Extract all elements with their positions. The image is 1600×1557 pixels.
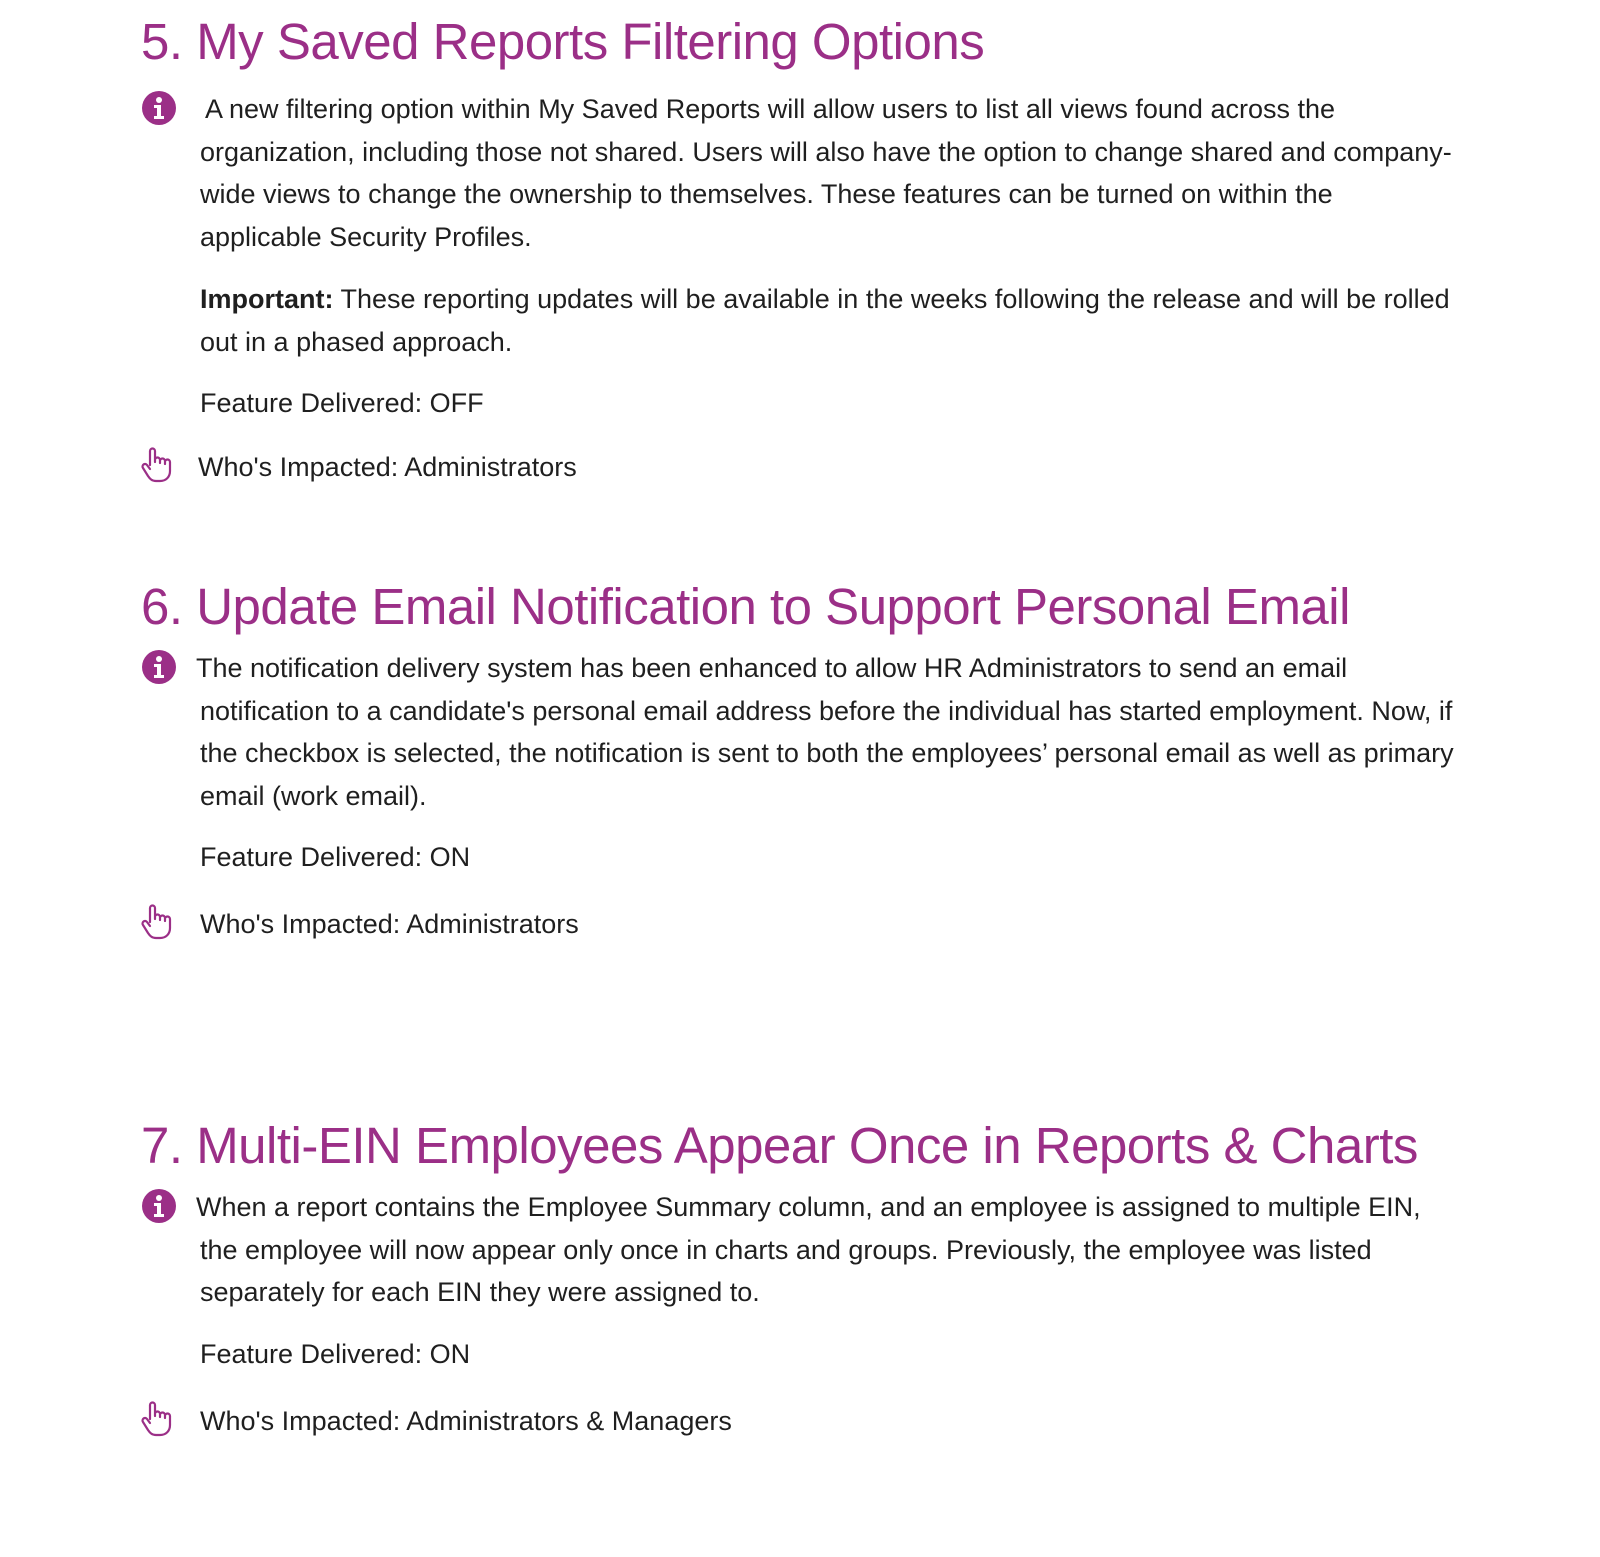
description-block — [141, 1186, 1461, 1314]
whos-impacted-text: Who's Impacted: Administrators & Managers — [200, 1405, 732, 1436]
feature-delivered-status: Feature Delivered: OFF — [200, 388, 484, 418]
section-heading: 6. Update Email Notification to Support Personal Email — [141, 578, 1350, 635]
section-description: The notification delivery system has been enhanced to allow HR Administrators to send an email notification to a candidate's personal email address before the individual has started employment. Now, if the checkbox is selected, the notification is sent to both the employees’ personal email as well as primary email (work email). — [196, 653, 1454, 811]
whos-impacted-line — [141, 1401, 1461, 1441]
section-description: When a report contains the Employee Summary column, and an employee is assigned to multiple EIN, the employee will now appear only once in charts and groups. Previously, the employee was listed separately for each EIN they were assigned to. — [196, 1192, 1421, 1307]
pointing-hand-icon — [139, 1401, 173, 1437]
whos-impacted-line — [141, 904, 1461, 944]
section-heading: 5. My Saved Reports Filtering Options — [141, 13, 985, 70]
info-circle-icon — [141, 649, 177, 685]
feature-delivered-status: Feature Delivered: ON — [200, 1338, 471, 1369]
description-block — [141, 88, 1461, 258]
important-note — [141, 278, 1461, 363]
whos-impacted-line — [141, 447, 1461, 487]
whos-impacted-text: Who's Impacted: Administrators — [200, 909, 579, 939]
pointing-hand-icon — [139, 447, 173, 483]
section-description: A new filtering option within My Saved Reports will allow users to list all views found across the organization, including those not shared. Users will also have the option to change shared and company-wide views to change the ownership to themselves. These features can be turned on within the applicable Security Profiles. — [200, 94, 1452, 252]
important-label: Important: — [200, 284, 334, 314]
section-email-notification — [141, 567, 1461, 944]
section-heading: 7. Multi-EIN Employees Appear Once in Reports & Charts — [141, 1117, 1418, 1174]
feature-delivered-status: Feature Delivered: ON — [200, 842, 471, 872]
pointing-hand-icon — [139, 904, 173, 940]
whos-impacted-text: Who's Impacted: Administrators — [198, 452, 577, 482]
info-circle-icon — [141, 1188, 177, 1224]
section-multi-ein-employees — [141, 1106, 1461, 1441]
important-text: These reporting updates will be available in the weeks following the release and will be rolled out in a phased approach. — [200, 284, 1450, 357]
info-circle-icon — [141, 90, 177, 126]
description-block — [141, 647, 1461, 817]
section-saved-reports-filtering — [141, 2, 1461, 487]
